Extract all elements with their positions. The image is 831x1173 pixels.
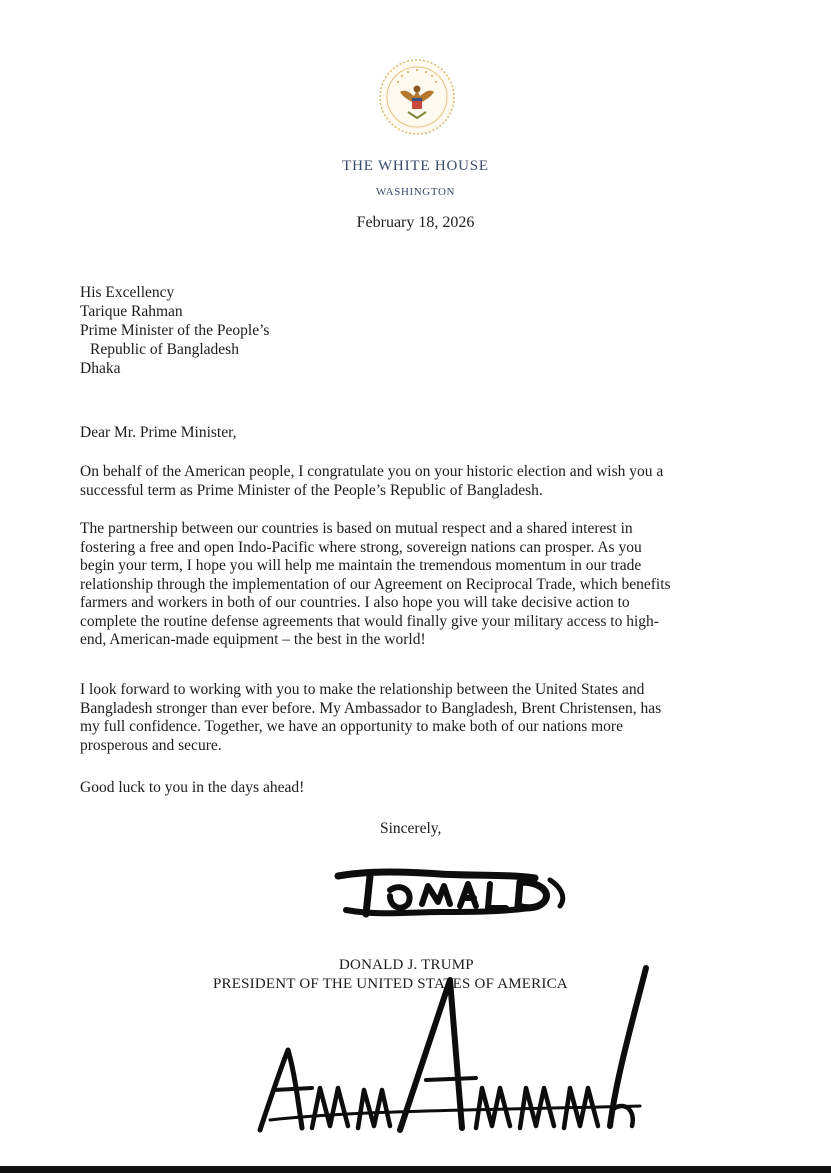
letterhead-title: THE WHITE HOUSE bbox=[342, 158, 489, 174]
handwritten-first-name-signature bbox=[330, 862, 580, 932]
closing: Sincerely, bbox=[380, 820, 442, 837]
salutation: Dear Mr. Prime Minister, bbox=[80, 424, 237, 441]
paragraph-line: prosperous and secure. bbox=[80, 736, 222, 754]
letter-date: February 18, 2026 bbox=[356, 214, 475, 231]
body-paragraph-2 bbox=[80, 520, 760, 650]
paragraph-line: Bangladesh stronger than ever before. My Ambassador to Bangladesh, Brent Christensen, has bbox=[80, 699, 662, 717]
recipient-name: Tarique Rahman bbox=[80, 303, 183, 320]
paragraph-line: The partnership between our countries is based on mutual respect and a shared interest in bbox=[80, 520, 633, 537]
recipient-title-line-2: Republic of Bangladesh bbox=[90, 341, 239, 358]
letterhead-city: WASHINGTON bbox=[375, 186, 456, 198]
body-paragraph-3 bbox=[80, 681, 760, 755]
paragraph-line: begin your term, I hope you will help me maintain the tremendous momentum in our trade bbox=[80, 557, 642, 574]
handwritten-full-signature bbox=[240, 960, 670, 1140]
recipient-city: Dhaka bbox=[80, 360, 121, 377]
paragraph-line: I look forward to working with you to make the relationship between the United States and bbox=[80, 681, 645, 698]
paragraph-line: farmers and workers in both of our countries. I also hope you will take decisive action to bbox=[80, 594, 630, 611]
signatory-name: DONALD J. TRUMP bbox=[339, 957, 474, 973]
recipient-title-line-1: Prime Minister of the People’s bbox=[80, 322, 270, 339]
presidential-seal-icon bbox=[378, 58, 456, 136]
paragraph-line: my full confidence. Together, we have an opportunity to make both of our nations more bbox=[80, 718, 623, 735]
paragraph-line: relationship through the implementation of our Agreement on Reciprocal Trade, which benefits bbox=[80, 575, 671, 593]
paragraph-line: end, American-made equipment – the best in the world! bbox=[80, 631, 426, 648]
paragraph-line: successful term as Prime Minister of the People’s Republic of Bangladesh. bbox=[80, 481, 543, 499]
signatory-office: PRESIDENT OF THE UNITED STATES OF AMERICA bbox=[213, 976, 568, 992]
paragraph-line: Good luck to you in the days ahead! bbox=[80, 779, 305, 796]
body-paragraph-4 bbox=[80, 779, 760, 798]
body-paragraph-1 bbox=[80, 463, 760, 500]
recipient-honorific: His Excellency bbox=[80, 284, 175, 301]
bottom-border bbox=[0, 1166, 831, 1173]
paragraph-line: fostering a free and open Indo-Pacific where strong, sovereign nations can prosper. As you bbox=[80, 538, 642, 556]
recipient-address-block bbox=[80, 283, 269, 378]
paragraph-line: On behalf of the American people, I congratulate you on your historic election and wish you a bbox=[80, 463, 664, 480]
paragraph-line: complete the routine defense agreements that would finally give your military access to high- bbox=[80, 612, 659, 630]
